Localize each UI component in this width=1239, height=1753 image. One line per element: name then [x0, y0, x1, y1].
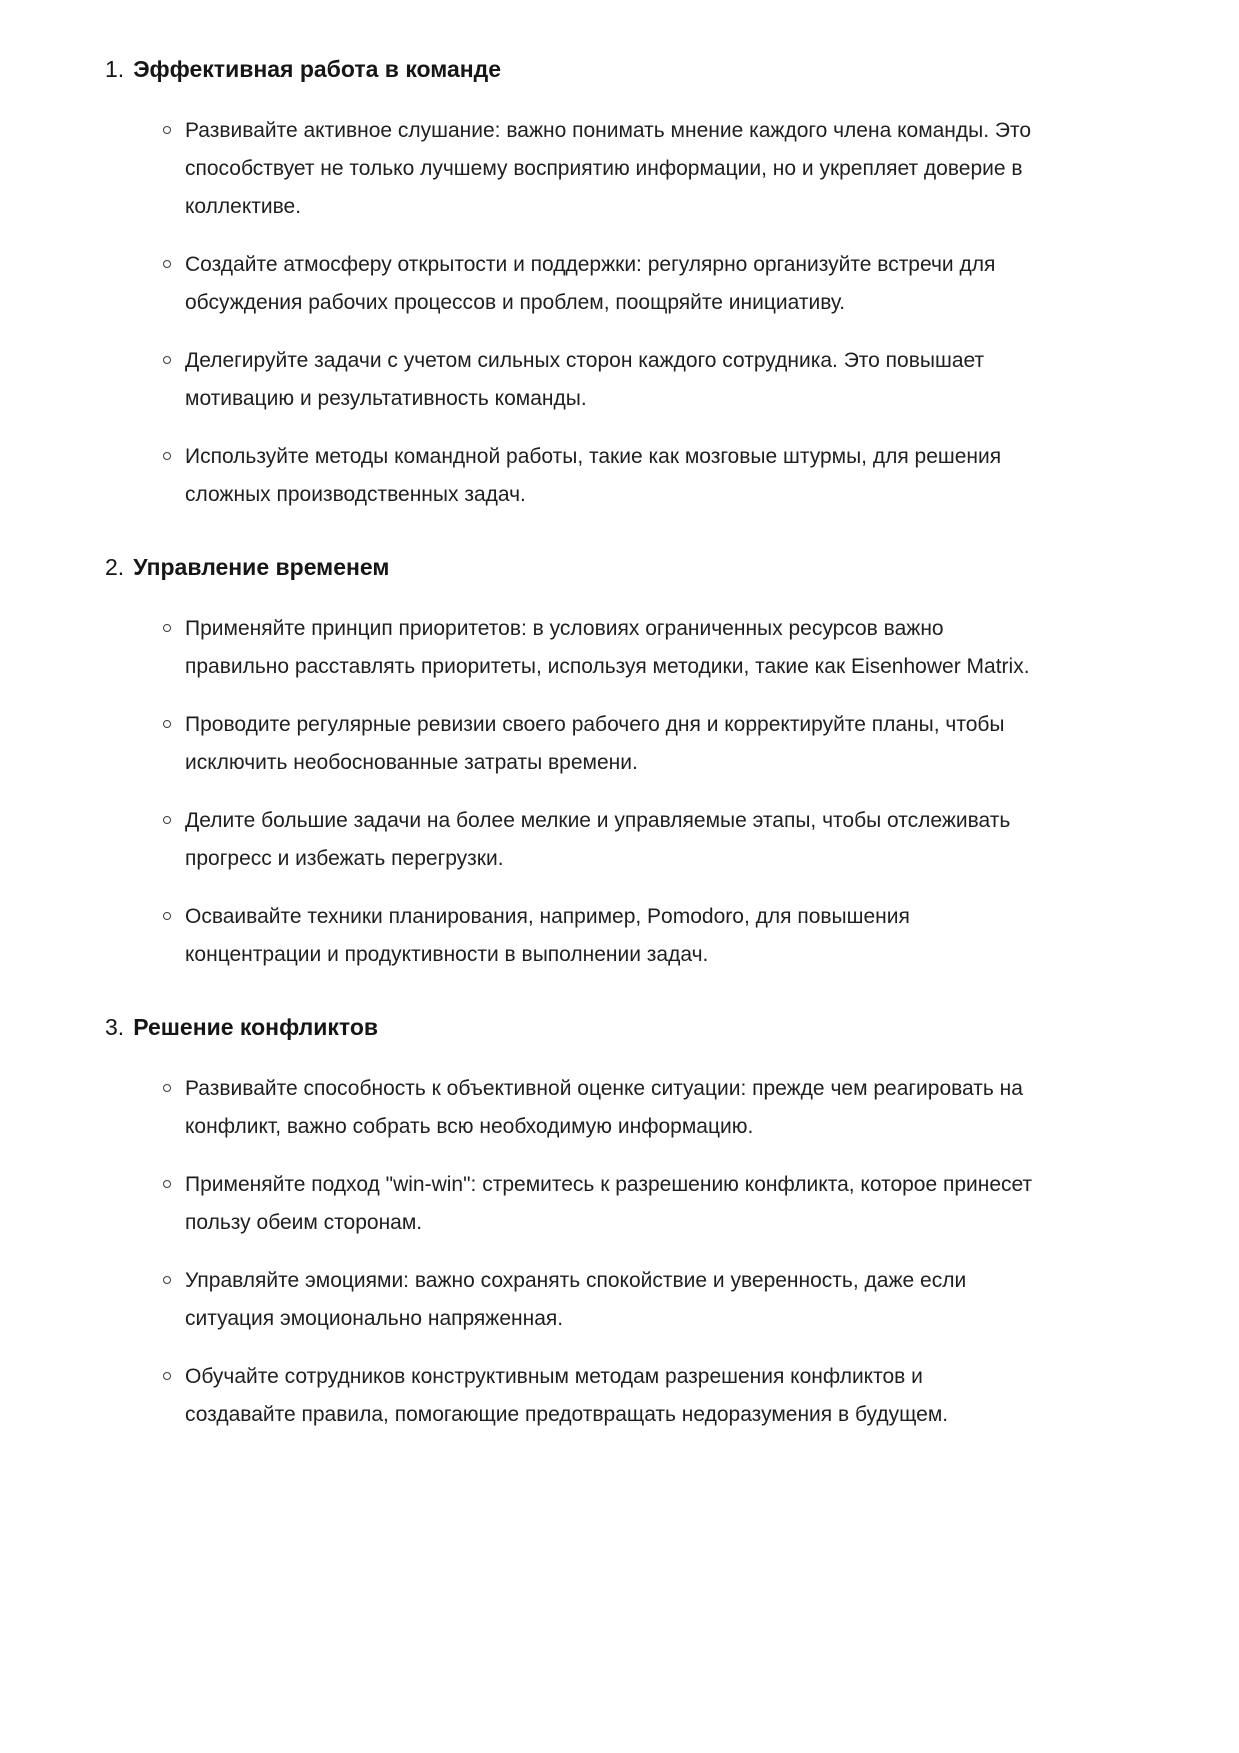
list-item-text: Осваивайте техники планирования, например, Pomodoro, для повышения концентрации и продуктивности в выполнении задач.: [185, 905, 910, 966]
section-heading-time-management: [105, 552, 1139, 582]
list-item: [163, 1070, 1035, 1146]
bullet-circle-icon: [163, 1084, 171, 1092]
bullet-list-conflict-resolution: [105, 1070, 1139, 1434]
section-number: 1.: [105, 56, 125, 82]
list-item-text: Делегируйте задачи с учетом сильных сторон каждого сотрудника. Это повышает мотивацию и результативность команды.: [185, 349, 985, 410]
list-item: [163, 610, 1035, 686]
list-item: [163, 706, 1035, 782]
list-item: [163, 342, 1035, 418]
list-item: [163, 898, 1035, 974]
section-title: Эффективная работа в команде: [133, 56, 502, 82]
bullet-circle-icon: [163, 912, 171, 920]
section-heading-teamwork: [105, 54, 1139, 84]
list-item: [163, 1262, 1035, 1338]
bullet-circle-icon: [163, 624, 171, 632]
list-item-text: Управляйте эмоциями: важно сохранять спокойствие и уверенность, даже если ситуация эмоционально напряженная.: [185, 1269, 967, 1330]
bullet-circle-icon: [163, 1276, 171, 1284]
bullet-circle-icon: [163, 356, 171, 364]
list-item: [163, 246, 1035, 322]
list-item: [163, 438, 1035, 514]
section-title: Решение конфликтов: [133, 1014, 379, 1040]
list-item-text: Обучайте сотрудников конструктивным методам разрешения конфликтов и создавайте правила, помогающие предотвращать недоразумения в будущем.: [185, 1365, 949, 1426]
bullet-list-teamwork: [105, 112, 1139, 514]
list-item: [163, 802, 1035, 878]
list-item-text: Развивайте способность к объективной оценке ситуации: прежде чем реагировать на конфликт, важно собрать всю необходимую информацию.: [185, 1077, 1023, 1138]
bullet-circle-icon: [163, 1372, 171, 1380]
bullet-circle-icon: [163, 720, 171, 728]
list-item-text: Применяйте принцип приоритетов: в условиях ограниченных ресурсов важно правильно расставлять приоритеты, используя методики, такие как Eisenhower Matrix.: [185, 617, 1030, 678]
section-heading-conflict-resolution: [105, 1012, 1139, 1042]
list-item: [163, 1166, 1035, 1242]
list-item-text: Создайте атмосферу открытости и поддержки: регулярно организуйте встречи для обсуждения рабочих процессов и проблем, поощряйте инициативу.: [185, 253, 996, 314]
bullet-circle-icon: [163, 260, 171, 268]
bullet-circle-icon: [163, 452, 171, 460]
bullet-circle-icon: [163, 816, 171, 824]
list-item-text: Применяйте подход "win-win": стремитесь к разрешению конфликта, которое принесет пользу обеим сторонам.: [185, 1173, 1033, 1234]
bullet-list-time-management: [105, 610, 1139, 974]
list-item-text: Развивайте активное слушание: важно понимать мнение каждого члена команды. Это способствует не только лучшему восприятию информации, но и укрепляет доверие в коллективе.: [185, 119, 1032, 218]
bullet-circle-icon: [163, 1180, 171, 1188]
list-item-text: Проводите регулярные ревизии своего рабочего дня и корректируйте планы, чтобы исключить необоснованные затраты времени.: [185, 713, 1005, 774]
section-title: Управление временем: [133, 554, 390, 580]
list-item: [163, 1358, 1035, 1434]
section-number: 2.: [105, 554, 125, 580]
list-item: [163, 112, 1035, 226]
section-number: 3.: [105, 1014, 125, 1040]
list-item-text: Используйте методы командной работы, такие как мозговые штурмы, для решения сложных производственных задач.: [185, 445, 1002, 506]
list-item-text: Делите большие задачи на более мелкие и управляемые этапы, чтобы отслеживать прогресс и избежать перегрузки.: [185, 809, 1011, 870]
bullet-circle-icon: [163, 126, 171, 134]
